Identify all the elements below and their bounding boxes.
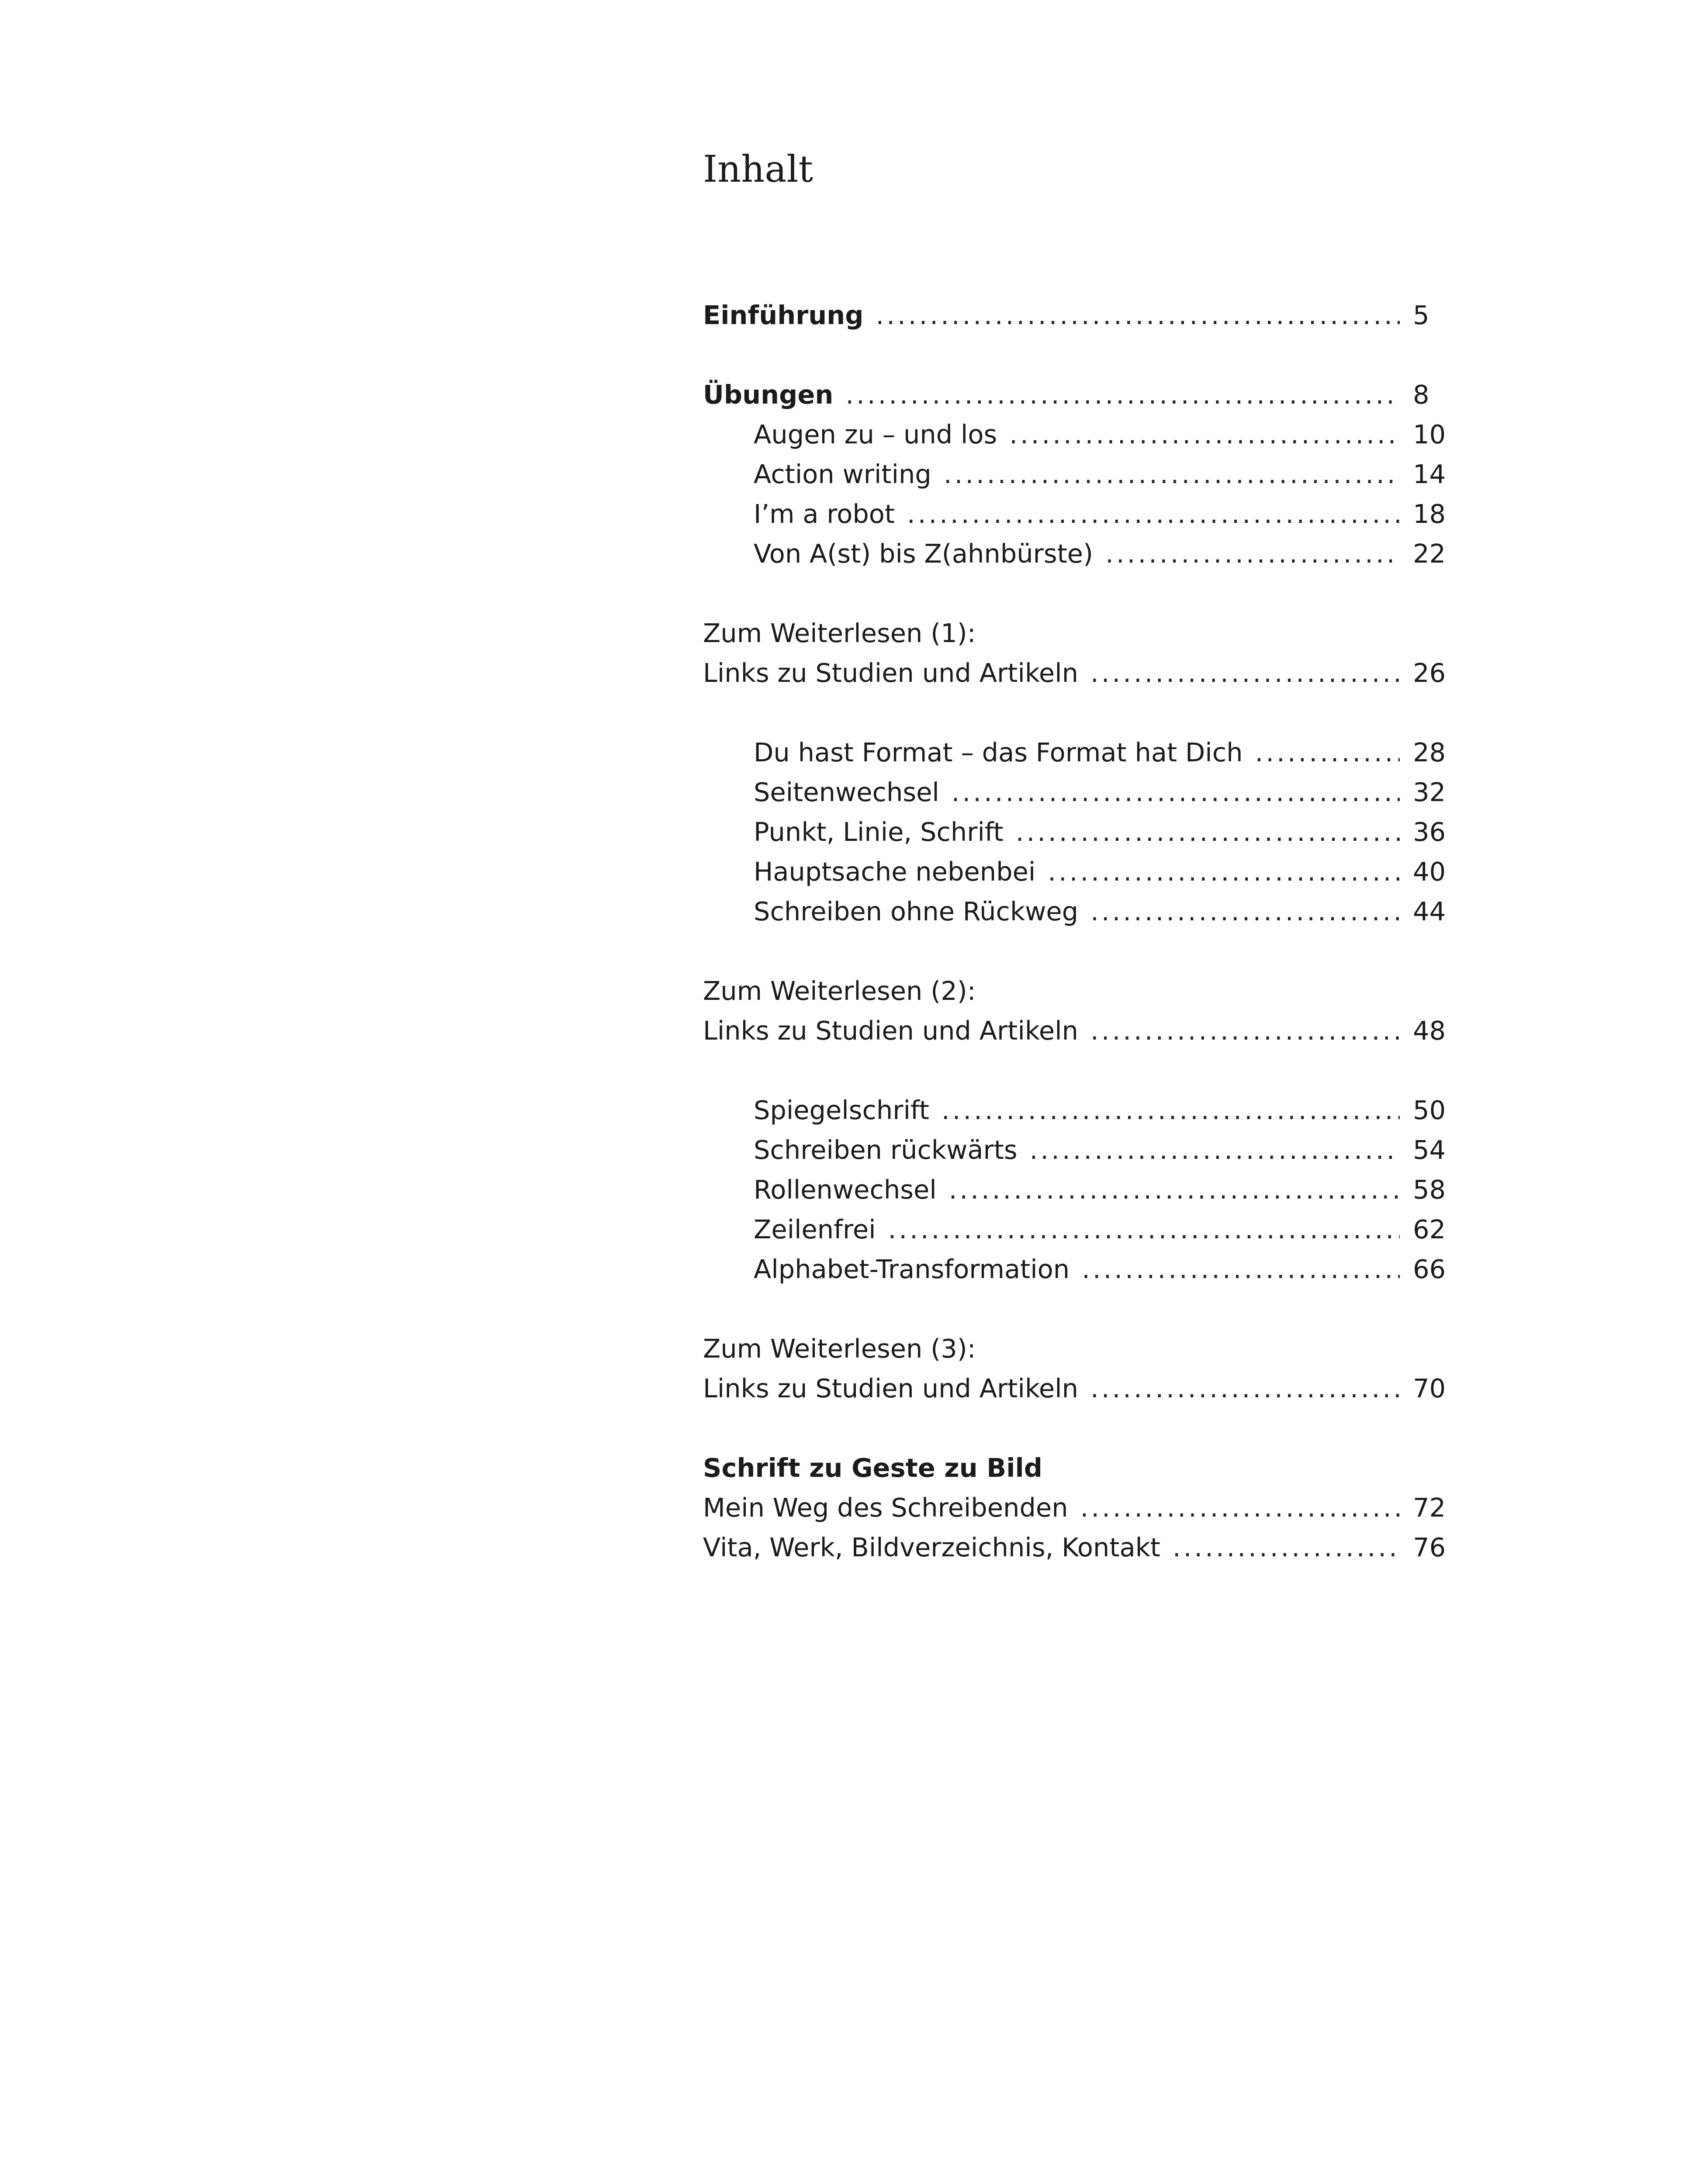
dot-leader bbox=[952, 772, 1400, 812]
toc-entry-label: Vita, Werk, Bildverzeichnis, Kontakt bbox=[703, 1532, 1160, 1562]
toc-entry-label: Hauptsache nebenbei bbox=[754, 857, 1036, 887]
toc-entry-schreiben-ohne-rueckweg[interactable] bbox=[703, 892, 1461, 931]
toc-entry-spiegelschrift[interactable] bbox=[703, 1090, 1461, 1130]
toc-entry-uebungen[interactable] bbox=[703, 375, 1461, 415]
toc-entry-label: Zum Weiterlesen (2): bbox=[703, 976, 976, 1006]
toc-entry-page: 66 bbox=[1413, 1254, 1446, 1284]
toc-entry-punkt-linie-schrift[interactable] bbox=[703, 812, 1461, 852]
toc-entry-alphabet-transformation[interactable] bbox=[703, 1249, 1461, 1289]
toc-entry-links-3[interactable] bbox=[703, 1368, 1461, 1408]
toc-entry-links-1[interactable] bbox=[703, 653, 1461, 693]
toc-entry-label: Mein Weg des Schreibenden bbox=[703, 1493, 1068, 1523]
toc-entry-schreiben-rueckwaerts[interactable] bbox=[703, 1130, 1461, 1170]
dot-leader bbox=[1048, 852, 1400, 892]
toc-entry-label: Seitenwechsel bbox=[754, 777, 939, 807]
toc-entry-page: 5 bbox=[1413, 300, 1430, 330]
toc-heading-schrift-zu-geste bbox=[703, 1448, 1461, 1488]
toc-entry-action-writing[interactable] bbox=[703, 454, 1461, 494]
toc-entry-page: 40 bbox=[1413, 857, 1446, 887]
dot-leader bbox=[907, 494, 1400, 534]
toc-entry-page: 48 bbox=[1413, 1016, 1446, 1046]
toc-entry-page: 72 bbox=[1413, 1493, 1446, 1523]
toc-heading-weiterlesen-1 bbox=[703, 613, 1461, 653]
dot-leader bbox=[1009, 415, 1400, 454]
dot-leader bbox=[1080, 1488, 1400, 1527]
dot-leader bbox=[1090, 1368, 1400, 1408]
toc-entry-page: 10 bbox=[1413, 419, 1446, 449]
toc-entry-einfuehrung[interactable] bbox=[703, 295, 1461, 335]
toc-entry-page: 18 bbox=[1413, 499, 1446, 529]
toc-entry-label: Links zu Studien und Artikeln bbox=[703, 1373, 1078, 1403]
toc-entry-page: 32 bbox=[1413, 777, 1446, 807]
toc-entry-label: Links zu Studien und Artikeln bbox=[703, 658, 1078, 688]
toc-entry-label: Augen zu – und los bbox=[754, 419, 997, 449]
toc-entry-links-2[interactable] bbox=[703, 1011, 1461, 1051]
dot-leader bbox=[876, 295, 1400, 335]
dot-leader bbox=[1016, 812, 1400, 852]
toc-entry-label: Action writing bbox=[754, 459, 931, 489]
toc-entry-label: Schrift zu Geste zu Bild bbox=[703, 1453, 1042, 1483]
toc-entry-seitenwechsel[interactable] bbox=[703, 772, 1461, 812]
table-of-contents bbox=[703, 295, 1461, 1567]
toc-entry-label: Schreiben ohne Rückweg bbox=[754, 896, 1079, 926]
toc-entry-von-a-bis-z[interactable] bbox=[703, 534, 1461, 574]
toc-entry-label: Zum Weiterlesen (1): bbox=[703, 618, 976, 648]
toc-entry-page: 8 bbox=[1413, 380, 1430, 410]
toc-entry-label: Alphabet-Transformation bbox=[754, 1254, 1070, 1284]
toc-heading-weiterlesen-3 bbox=[703, 1329, 1461, 1368]
dot-leader bbox=[944, 454, 1400, 494]
toc-entry-page: 62 bbox=[1413, 1214, 1446, 1244]
toc-entry-hauptsache-nebenbei[interactable] bbox=[703, 852, 1461, 892]
toc-entry-label: Schreiben rückwärts bbox=[754, 1135, 1018, 1165]
toc-entry-page: 58 bbox=[1413, 1175, 1446, 1205]
toc-entry-label: Einführung bbox=[703, 300, 864, 330]
toc-entry-label: Links zu Studien und Artikeln bbox=[703, 1016, 1078, 1046]
toc-entry-augen-zu[interactable] bbox=[703, 415, 1461, 454]
toc-entry-label: Punkt, Linie, Schrift bbox=[754, 817, 1004, 847]
dot-leader bbox=[1173, 1527, 1400, 1567]
toc-entry-page: 28 bbox=[1413, 737, 1446, 767]
toc-entry-zeilenfrei[interactable] bbox=[703, 1209, 1461, 1249]
toc-entry-rollenwechsel[interactable] bbox=[703, 1170, 1461, 1209]
dot-leader bbox=[845, 375, 1400, 415]
dot-leader bbox=[1255, 733, 1400, 772]
toc-entry-page: 14 bbox=[1413, 459, 1446, 489]
toc-entry-label: Von A(st) bis Z(ahnbürste) bbox=[754, 539, 1094, 569]
toc-heading-weiterlesen-2 bbox=[703, 971, 1461, 1011]
toc-entry-label: Übungen bbox=[703, 380, 834, 410]
dot-leader bbox=[888, 1209, 1400, 1249]
toc-entry-page: 26 bbox=[1413, 658, 1446, 688]
dot-leader bbox=[1090, 653, 1400, 693]
toc-entry-label: Spiegelschrift bbox=[754, 1095, 929, 1125]
toc-entry-page: 54 bbox=[1413, 1135, 1446, 1165]
dot-leader bbox=[1082, 1249, 1400, 1289]
toc-entry-page: 36 bbox=[1413, 817, 1446, 847]
toc-entry-label: Zeilenfrei bbox=[754, 1214, 876, 1244]
toc-entry-page: 70 bbox=[1413, 1373, 1446, 1403]
toc-entry-label: I’m a robot bbox=[754, 499, 895, 529]
dot-leader bbox=[941, 1090, 1400, 1130]
dot-leader bbox=[1090, 892, 1400, 931]
toc-entry-im-a-robot[interactable] bbox=[703, 494, 1461, 534]
toc-entry-du-hast-format[interactable] bbox=[703, 733, 1461, 772]
dot-leader bbox=[1090, 1011, 1400, 1051]
dot-leader bbox=[949, 1170, 1400, 1209]
dot-leader bbox=[1105, 534, 1400, 574]
toc-entry-page: 50 bbox=[1413, 1095, 1446, 1125]
toc-entry-page: 22 bbox=[1413, 539, 1446, 569]
toc-entry-page: 44 bbox=[1413, 896, 1446, 926]
toc-entry-label: Du hast Format – das Format hat Dich bbox=[754, 737, 1243, 767]
page-title: Inhalt bbox=[703, 148, 813, 190]
toc-entry-label: Rollenwechsel bbox=[754, 1175, 937, 1205]
toc-entry-mein-weg[interactable] bbox=[703, 1488, 1461, 1527]
toc-entry-page: 76 bbox=[1413, 1532, 1446, 1562]
toc-entry-vita-werk[interactable] bbox=[703, 1527, 1461, 1567]
toc-entry-label: Zum Weiterlesen (3): bbox=[703, 1334, 976, 1364]
dot-leader bbox=[1030, 1130, 1400, 1170]
